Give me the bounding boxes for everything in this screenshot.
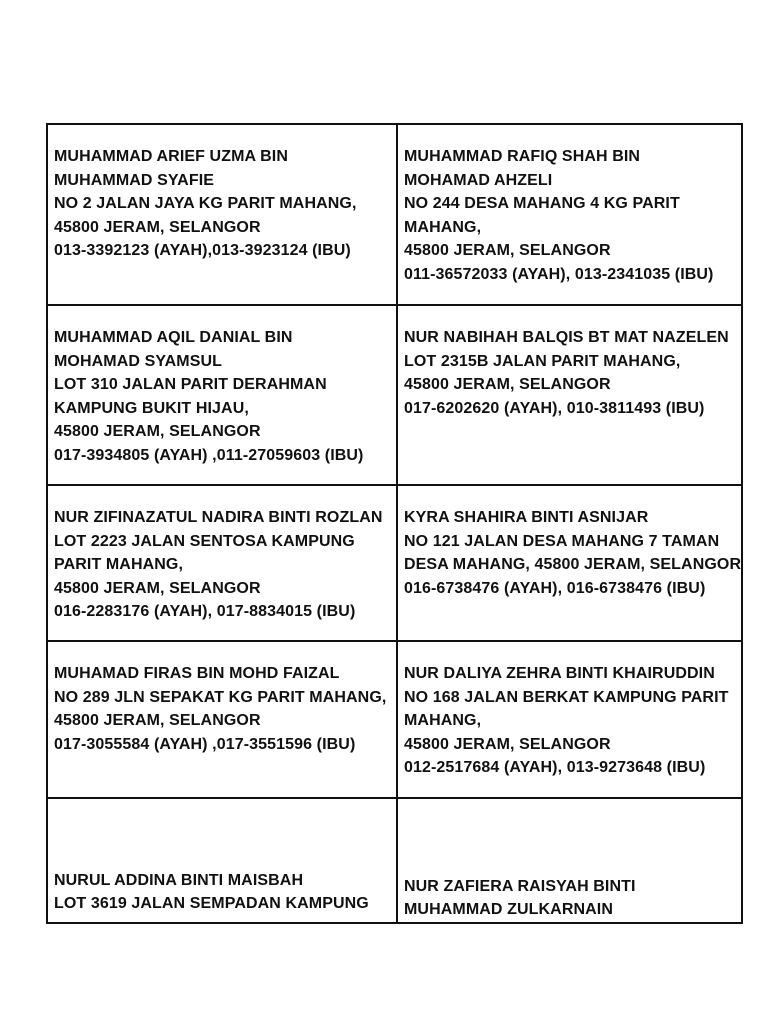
name-line: NURUL ADDINA BINTI MAISBAH xyxy=(54,871,304,889)
name-line: MUHAMAD FIRAS BIN MOHD FAIZAL xyxy=(54,665,340,682)
address-cell xyxy=(398,306,743,484)
name-line: NUR DALIYA ZEHRA BINTI KHAIRUDDIN xyxy=(404,665,715,682)
address-line: 45800 JERAM, SELANGOR xyxy=(54,218,261,236)
name-line: MOHAMAD AHZELI xyxy=(404,171,553,189)
table-row xyxy=(48,642,743,799)
name-line: NUR ZAFIERA RAISYAH BINTI xyxy=(404,877,636,895)
address-line: NO 289 JLN SEPAKAT KG PARIT MAHANG, xyxy=(54,688,387,706)
address-line: PARIT MAHANG, xyxy=(54,556,183,574)
address-line: LOT 3619 JALAN SEMPADAN KAMPUNG xyxy=(54,895,369,913)
name-line: MUHAMMAD ZULKARNAIN xyxy=(404,901,613,919)
address-line: LOT 2223 JALAN SENTOSA KAMPUNG xyxy=(54,532,355,550)
table-row xyxy=(48,306,743,486)
address-line: 45800 JERAM, SELANGOR xyxy=(404,735,611,753)
address-line: NO 244 DESA MAHANG 4 KG PARIT xyxy=(404,195,680,213)
address-cell xyxy=(48,799,398,922)
address-line: DESA MAHANG, 45800 JERAM, SELANGOR xyxy=(404,556,742,574)
address-line: MAHANG, xyxy=(404,712,482,730)
address-line: KAMPUNG BUKIT HIJAU, xyxy=(54,399,249,417)
address-line: NO 121 JALAN DESA MAHANG 7 TAMAN xyxy=(404,532,720,550)
name-line: NUR NABIHAH BALQIS BT MAT NAZELEN xyxy=(404,329,729,346)
address-line: 45800 JERAM, SELANGOR xyxy=(404,242,611,260)
address-line: NO 168 JALAN BERKAT KAMPUNG PARIT xyxy=(404,688,729,706)
table-row xyxy=(48,799,743,924)
name-line: NUR ZIFINAZATUL NADIRA BINTI ROZLAN xyxy=(54,509,383,526)
phone-line: 016-2283176 (AYAH), 017-8834015 (IBU) xyxy=(54,603,356,621)
table-row xyxy=(48,486,743,642)
phone-line: 017-3055584 (AYAH) ,017-3551596 (IBU) xyxy=(54,735,356,753)
address-line: 45800 JERAM, SELANGOR xyxy=(54,423,261,441)
name-line: KYRA SHAHIRA BINTI ASNIJAR xyxy=(404,509,649,526)
name-line: MUHAMMAD AQIL DANIAL BIN xyxy=(54,329,293,346)
name-line: MOHAMAD SYAMSUL xyxy=(54,352,223,370)
address-cell xyxy=(48,642,398,797)
name-line: MUHAMMAD RAFIQ SHAH BIN xyxy=(404,148,641,165)
phone-line: 013-3392123 (AYAH),013-3923124 (IBU) xyxy=(54,242,351,260)
table-row xyxy=(48,125,743,306)
address-line: MAHANG, xyxy=(404,218,482,236)
address-cell xyxy=(398,642,743,797)
phone-line: 012-2517684 (AYAH), 013-9273648 (IBU) xyxy=(404,759,706,777)
address-cell xyxy=(398,486,743,640)
phone-line: 016-6738476 (AYAH), 016-6738476 (IBU) xyxy=(404,579,706,597)
phone-line: 011-36572033 (AYAH), 013-2341035 (IBU) xyxy=(404,265,714,283)
address-cell xyxy=(48,125,398,304)
address-cell xyxy=(48,486,398,640)
address-line: 45800 JERAM, SELANGOR xyxy=(54,579,261,597)
phone-line: 017-3934805 (AYAH) ,011-27059603 (IBU) xyxy=(54,446,364,464)
address-line: 45800 JERAM, SELANGOR xyxy=(54,712,261,730)
phone-line: 017-6202620 (AYAH), 010-3811493 (IBU) xyxy=(404,399,705,417)
address-line: 45800 JERAM, SELANGOR xyxy=(404,376,611,394)
address-table xyxy=(46,123,743,924)
address-line: LOT 2315B JALAN PARIT MAHANG, xyxy=(404,352,681,370)
address-cell xyxy=(48,306,398,484)
address-line: NO 2 JALAN JAYA KG PARIT MAHANG, xyxy=(54,195,357,213)
name-line: MUHAMMAD ARIEF UZMA BIN xyxy=(54,148,288,165)
address-cell xyxy=(398,125,743,304)
name-line: MUHAMMAD SYAFIE xyxy=(54,171,215,189)
address-cell xyxy=(398,799,743,922)
address-line: LOT 310 JALAN PARIT DERAHMAN xyxy=(54,376,327,394)
